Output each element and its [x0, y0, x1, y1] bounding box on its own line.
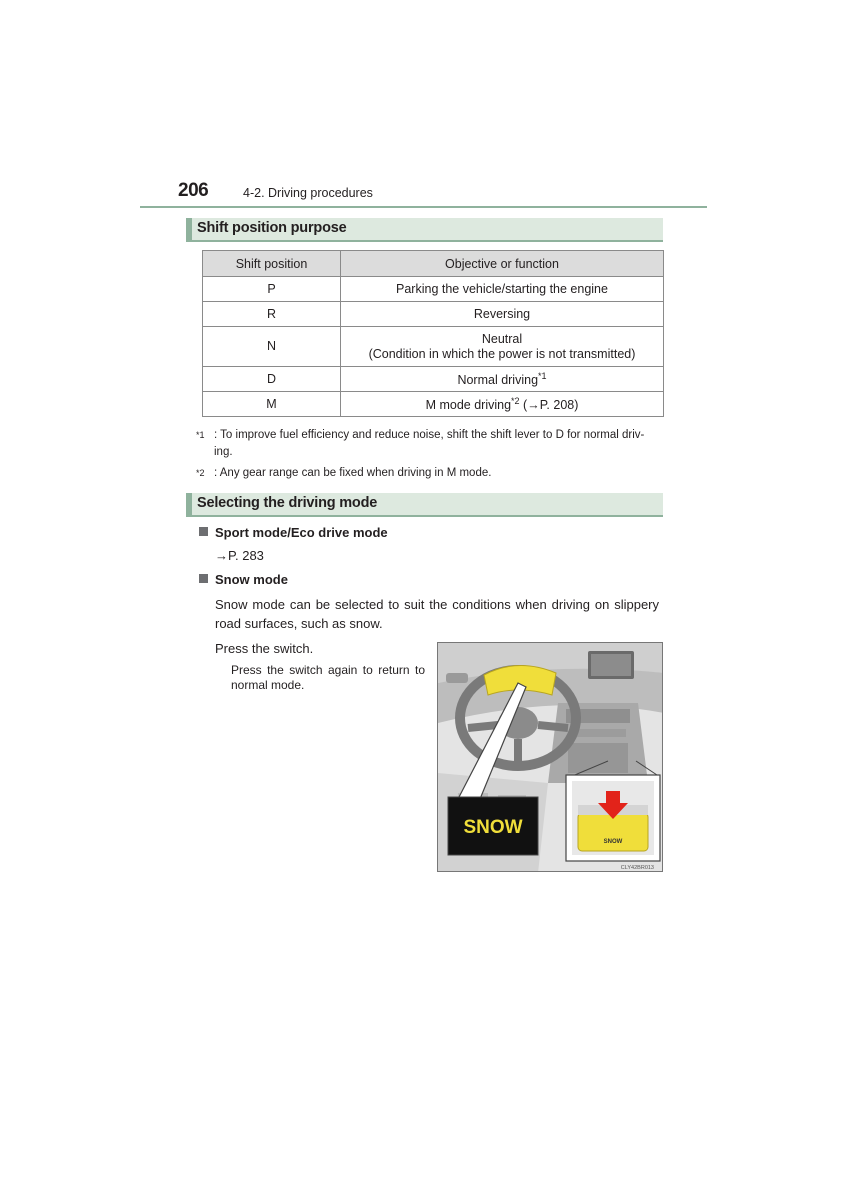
square-bullet-icon	[199, 527, 208, 536]
subheading-snow-mode	[199, 572, 288, 587]
function-line: (Condition in which the power is not transmitted)	[368, 346, 636, 361]
section-heading-driving-mode	[186, 493, 663, 517]
table-cell-position: P	[203, 277, 341, 302]
table-cell-function	[341, 367, 664, 392]
table-cell-function	[341, 392, 664, 417]
function-line: Neutral	[481, 331, 523, 346]
section-title: Shift position purpose	[197, 220, 347, 236]
arrow-icon: →	[215, 548, 228, 563]
square-bullet-icon	[199, 574, 208, 583]
figure-code: CLY42BR013	[620, 865, 654, 871]
footnote-text: : To improve fuel efficiency and reduce noise, shift the shift lever to D for normal driv-	[214, 429, 645, 441]
page-ref-link[interactable]: P. 208)	[539, 398, 579, 413]
footnote-text: : Any gear range can be fixed when driving in M mode.	[214, 467, 492, 479]
table-cell-function: Reversing	[341, 302, 664, 327]
subheading-text: Sport mode/Eco drive mode	[215, 525, 388, 540]
table-header-row	[203, 251, 664, 277]
footnote-ref: *2	[511, 395, 520, 406]
table-cell-position: D	[203, 367, 341, 392]
snow-display-text: SNOW	[463, 817, 523, 838]
page-ref-open: (	[519, 398, 528, 413]
footnote-text: ing.	[214, 446, 233, 458]
snow-button-label: SNOW	[603, 839, 623, 845]
footnote	[196, 465, 666, 483]
body-line: road surfaces, such as snow.	[215, 616, 383, 631]
body-line: normal mode.	[231, 678, 305, 692]
instruction-return	[231, 663, 425, 693]
table-row	[203, 392, 664, 417]
table-row	[203, 327, 664, 367]
arrow-icon: →	[527, 398, 540, 413]
shift-position-table	[202, 250, 664, 417]
snow-mode-description	[215, 595, 659, 633]
table-cell-position: N	[203, 327, 341, 367]
table-cell-position: M	[203, 392, 341, 417]
footnote-marker: *1	[196, 430, 205, 440]
page-reference	[215, 546, 264, 565]
subheading-text: Snow mode	[215, 572, 288, 587]
instruction-press-switch: Press the switch.	[215, 641, 314, 656]
chapter-title: 4-2. Driving procedures	[243, 186, 373, 200]
page-number: 206	[178, 180, 209, 201]
table-row	[203, 302, 664, 327]
subheading-sport-mode	[199, 525, 388, 540]
section-title: Selecting the driving mode	[197, 495, 378, 511]
section-heading-shift-position	[186, 218, 663, 242]
column-header: Shift position	[203, 251, 341, 277]
table-cell-function	[341, 327, 664, 367]
table-row	[203, 277, 664, 302]
table-row	[203, 367, 664, 392]
page-ref-link[interactable]: P. 283	[228, 548, 264, 563]
dashboard-drawing	[438, 643, 663, 872]
function-text: M mode driving	[425, 398, 512, 413]
table-cell-position: R	[203, 302, 341, 327]
function-text: Normal driving	[457, 373, 539, 388]
snow-mode-illustration	[437, 642, 663, 872]
header-divider	[140, 206, 707, 208]
footnote	[196, 427, 666, 463]
body-line: Snow mode can be selected to suit the conditions when driving on slippery	[215, 597, 659, 612]
footnote-marker: *2	[196, 468, 205, 478]
footnote-ref: *1	[538, 370, 547, 381]
table-cell-function: Parking the vehicle/starting the engine	[341, 277, 664, 302]
body-line: Press the switch again to return to	[231, 663, 425, 677]
column-header: Objective or function	[341, 251, 664, 277]
